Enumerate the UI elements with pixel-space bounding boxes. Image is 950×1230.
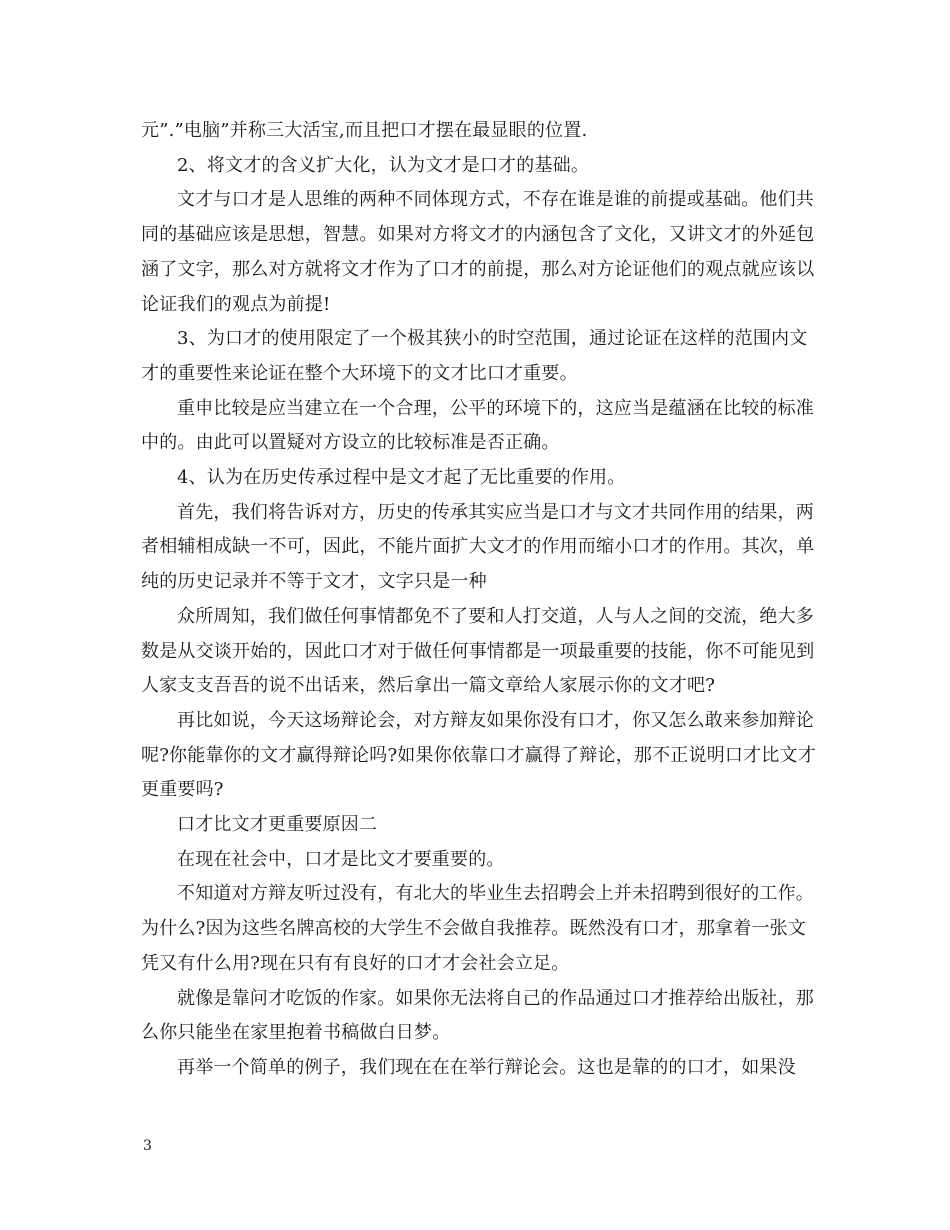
page-number: 3 [143, 1138, 152, 1154]
paragraph-5: 重申比较是应当建立在一个合理，公平的环境下的，这应当是蕴涵在比较的标准中的。由此可以置疑对方设立的比较标准是否正确。 [141, 397, 814, 454]
paragraph-8: 众所周知，我们做任何事情都免不了要和人打交道，人与人之间的交流，绝大多数是从交谈开始的，因此口才对于做任何事情都是一项最重要的技能，你不可能见到人家支支吾吾的说不出话来，然后拿出一篇文章给人家展示你的文才吧? [141, 605, 815, 697]
paragraph-1: 元”.”电脑”并称三大活宝,而且把口才摆在最显眼的位置. [141, 120, 588, 141]
paragraph-3: 文才与口才是人思维的两种不同体现方式，不存在谁是谁的前提或基础。他们共同的基础应该是思想，智慧。如果对方将文才的内涵包含了文化，又讲文才的外延包涵了文字，那么对方就将文才作为了口才的前提，那么对方论证他们的观点就应该以论证我们的观点为前提! [141, 189, 815, 315]
paragraph-4: 3、为口才的使用限定了一个极其狭小的时空范围，通过论证在这样的范围内文才的重要性来论证在整个大环境下的文才比口才重要。 [141, 328, 808, 384]
section-heading: 口才比文才更重要原因二 [177, 814, 378, 836]
body-text [141, 114, 821, 1086]
paragraph-13: 就像是靠问才吃饭的作家。如果你无法将自己的作品通过口才推荐给出版社，那么你只能坐在家里抱着书稿做白日梦。 [141, 987, 814, 1044]
paragraph-7: 首先，我们将告诉对方，历史的传承其实应当是口才与文才共同作用的结果，两者相辅相成缺一不可，因此，不能片面扩大文才的作用而缩小口才的作用。其次，单纯的历史记录并不等于文才，文字只是一种 [141, 501, 815, 593]
paragraph-2: 2、将文才的含义扩大化，认为文才是口才的基础。 [177, 154, 590, 176]
paragraph-11: 在现在社会中，口才是比文才要重要的。 [177, 848, 505, 870]
paragraph-6: 4、认为在历史传承过程中是文才起了无比重要的作用。 [177, 467, 626, 489]
paragraph-14: 再举一个简单的例子，我们现在在在举行辩论会。这也是靠的的口才，如果没 [177, 1056, 796, 1078]
paragraph-9: 再比如说，今天这场辩论会，对方辩友如果你没有口才，你又怎么敢来参加辩论呢?你能靠你的文才赢得辩论吗?如果你依靠口才赢得了辩论，那不正说明口才比文才更重要吗? [141, 709, 816, 801]
paragraph-12: 不知道对方辩友听过没有，有北大的毕业生去招聘会上并未招聘到很好的工作。为什么?因为这些名牌高校的大学生不会做自我推荐。既然没有口才，那拿着一张文凭又有什么用?现在只有有良好的口才才会社会立足。 [141, 883, 814, 974]
